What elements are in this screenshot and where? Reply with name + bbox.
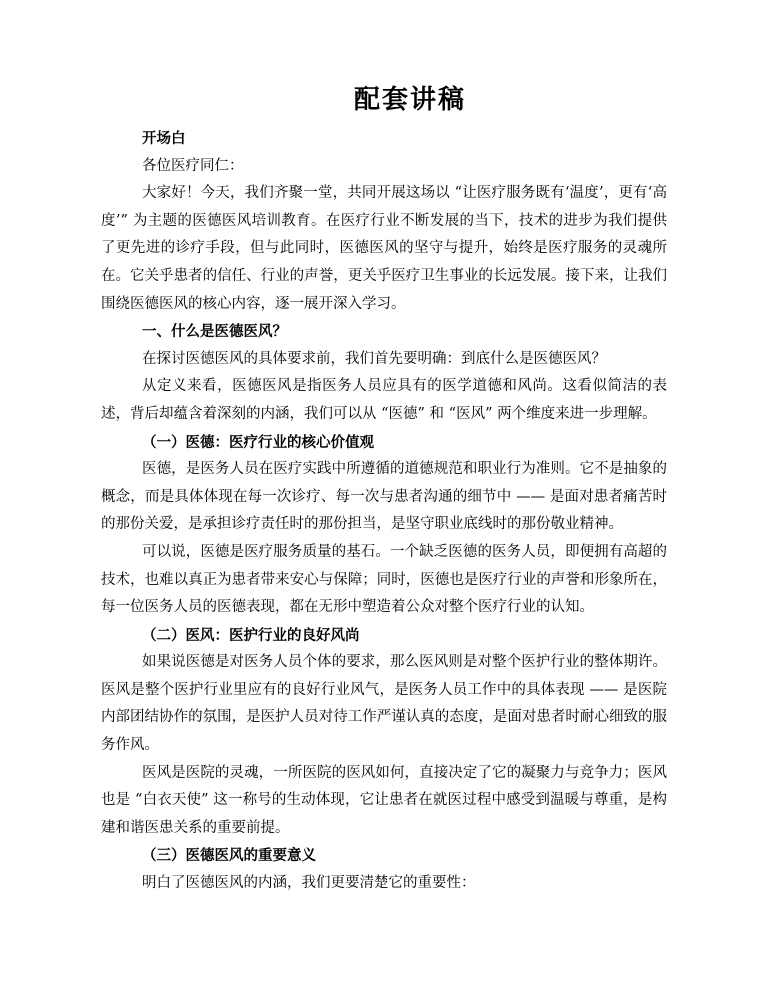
paragraph: 医风是医院的灵魂，一所医院的医风如何，直接决定了它的凝聚力与竞争力；医风也是 “白衣天使” 这一称号的生动体现，它让患者在就医过程中感受到温暖与尊重，是构建和谐医患关系的重要前提。: [101, 764, 667, 836]
paragraph-salutation: 各位医疗同仁：: [142, 157, 244, 174]
paragraph: 医德，是医务人员在医疗实践中所遵循的道德规范和职业行为准则。它不是抽象的概念，而是具体体现在每一次诊疗、每一次与患者沟通的细节中 —— 是面对患者痛苦时的那份关爱，是承担诊疗责任时的那份担当，是坚守职业底线时的那份敬业精神。: [101, 461, 667, 533]
paragraph: 明白了医德医风的内涵，我们更要清楚它的重要性：: [142, 875, 476, 892]
paragraph: 如果说医德是对医务人员个体的要求，那么医风则是对整个医护行业的整体期许。医风是整个医护行业里应有的良好行业风气，是医务人员工作中的具体表现 —— 是医院内部团结协作的氛围，是医护人员对待工作严谨认真的态度，是面对患者时耐心细致的服务作风。: [101, 654, 667, 754]
paragraph: 在探讨医德医风的具体要求前，我们首先要明确：到底什么是医德医风？: [142, 350, 606, 367]
document-body: [101, 125, 667, 898]
section-heading-1: 一、什么是医德医风？: [142, 323, 287, 341]
section-heading-1-1: （一）医德：医疗行业的核心价值观: [142, 433, 374, 451]
document-title: 配套讲稿: [353, 85, 466, 115]
paragraph: 可以说，医德是医疗服务质量的基石。一个缺乏医德的医务人员，即便拥有高超的技术，也难以真正为患者带来安心与保障；同时，医德也是医疗行业的声誉和形象所在，每一位医务人员的医德表现，都在无形中塑造着公众对整个医疗行业的认知。: [101, 543, 667, 616]
paragraph: 从定义来看，医德医风是指医务人员应具有的医学道德和风尚。这看似简洁的表述，背后却蕴含着深刻的内涵，我们可以从 “医德” 和 “医风” 两个维度来进一步理解。: [101, 378, 667, 422]
paragraph-intro: 大家好！今天，我们齐聚一堂，共同开展这场以 “让医疗服务既有‘温度’，更有‘高度’” 为主题的医德医风培训教育。在医疗行业不断发展的当下，技术的进步为我们提供了更先进的诊疗手段，但与此同时，医德医风的坚守与提升，始终是医疗服务的灵魂所在。它关乎患者的信任、行业的声誉，更关乎医疗卫生事业的长远发展。接下来，让我们围绕医德医风的核心内容，逐一展开深入学习。: [101, 185, 667, 312]
section-heading-opening: 开场白: [142, 130, 186, 147]
section-heading-1-2: （二）医风：医护行业的良好风尚: [142, 626, 360, 644]
section-heading-1-3: （三）医德医风的重要意义: [142, 847, 316, 865]
